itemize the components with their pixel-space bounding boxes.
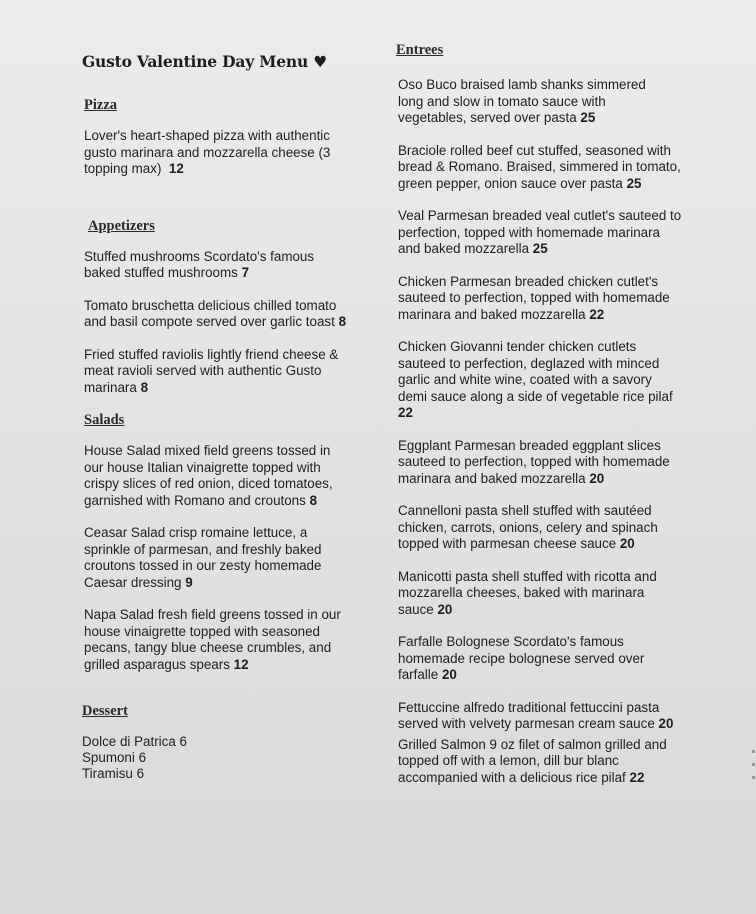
right-column [396,42,696,802]
page-edge-marks [752,740,756,800]
item-price: 22 [398,405,413,420]
item-description: Fettuccine alfredo traditional fettuccini pasta served with velvety parmesan cream sauce [398,699,660,731]
menu-item [398,438,684,488]
item-description: Braciole rolled beef cut stuffed, seasoned with bread & Romano. Braised, simmered in tomato, green pepper, onion sauce over pasta [398,142,681,191]
item-description: Cannelloni pasta shell stuffed with sautéed chicken, carrots, onions, celery and spinach topped with parmesan cheese sauce [398,503,658,551]
menu-item [398,700,674,733]
menu-item [82,734,372,750]
item-price: 8 [338,314,347,329]
item-price: 25 [580,110,596,125]
item-description: Farfalle Bolognese Scordato's famous homemade recipe bolognese served over farfalle [398,634,645,682]
menu-item [398,569,674,619]
menu-item [84,298,350,331]
menu-item [82,766,372,782]
item-description: Chicken Giovanni tender chicken cutlets sauteed to perfection, deglazed with minced garlic and white wine, coated with a savory demi sauce along a side of vegetable rice pilaf [398,339,673,404]
item-description: Tiramisu [82,766,137,781]
item-description: House Salad mixed field greens tossed in our house Italian vinaigrette topped with crispy slices of red onion, diced tomatoes, garnished with Romano and croutons [84,443,333,508]
item-price: 25 [626,175,642,191]
item-price: 7 [241,265,250,280]
menu-item [398,208,682,258]
item-description: Stuffed mushrooms Scordato's famous baked stuffed mushrooms [84,248,315,280]
item-price: 12 [233,656,249,672]
item-description: Tomato bruschetta delicious chilled tomato and basil compote served over garlic toast [84,297,337,329]
item-price: 9 [185,574,193,590]
menu-item [84,607,360,673]
section-heading-entrees: Entrees [396,42,444,58]
item-price: 8 [309,492,318,508]
section-heading-salads: Salads [84,412,125,428]
menu-item [84,347,356,397]
menu-item [398,634,658,684]
item-price: 22 [589,306,605,322]
item-description: Eggplant Parmesan breaded eggplant slices sauteed to perfection, topped with homemade marinara and baked mozzarella [398,437,670,486]
menu-item [398,274,682,324]
edge-mark [752,763,755,766]
menu-item [398,503,678,553]
item-description: Napa Salad fresh field greens tossed in our house vinaigrette topped with seasoned pecans, tangy blue cheese crumbles, and grilled asparagus spears [84,607,341,672]
item-description: Spumoni [82,750,135,765]
menu-item [84,249,340,282]
item-description: Veal Parmesan breaded veal cutlet's sauteed to perfection, topped with homemade marinara and baked mozzarella [398,208,682,256]
section-heading-dessert: Dessert [82,703,128,719]
menu-title: Gusto Valentine Day Menu ♥ [82,52,327,71]
menu-item [398,143,688,193]
item-description: Lover's heart-shaped pizza with authentic gusto marinara and mozzarella cheese (3 topping max) [84,128,331,176]
section-appetizers [82,218,372,397]
item-price: 20 [441,667,457,682]
item-description: Chicken Parmesan breaded chicken cutlet's sauteed to perfection, topped with homemade marinara and baked mozzarella [398,273,670,322]
item-price: 12 [168,161,184,176]
item-description: Oso Buco braised lamb shanks simmered long and slow in tomato sauce with vegetables, served over pasta [398,77,646,125]
menu-item [398,339,682,422]
item-description: Dolce di Patrica [82,734,176,749]
item-price: 8 [140,379,149,395]
menu-item [398,737,674,787]
edge-mark [752,776,755,779]
item-price: 20 [437,601,453,617]
item-price: 20 [619,536,635,551]
item-price: 20 [658,716,674,731]
item-price: 6 [138,750,147,765]
menu-item [84,443,350,509]
menu-item [398,77,674,127]
item-description: Fried stuffed raviolis lightly friend cheese & meat ravioli served with authentic Gusto marinara [84,346,339,395]
section-salads [82,412,372,673]
section-heading-appetizers: Appetizers [88,217,155,234]
item-price: 6 [136,766,145,781]
item-price: 25 [532,241,548,256]
menu-item [82,750,372,766]
item-description: Grilled Salmon 9 oz filet of salmon grilled and topped off with a lemon, dill bur blanc accompanied with a delicious rice pilaf [398,736,667,785]
menu-item [84,128,346,178]
item-price: 22 [629,769,645,785]
item-price: 20 [589,470,605,486]
menu-item [84,525,344,591]
edge-mark [752,750,755,753]
section-dessert [82,703,372,782]
item-description: Ceasar Salad crisp romaine lettuce, a sprinkle of parmesan, and freshly baked croutons tossed in our zesty homemade Caesar dressing [84,525,322,590]
section-pizza [82,97,372,178]
section-heading-pizza: Pizza [84,97,118,113]
item-description: Manicotti pasta shell stuffed with ricotta and mozzarella cheeses, baked with marinara sauce [398,568,657,617]
item-price: 6 [179,734,187,749]
left-column [82,52,372,782]
